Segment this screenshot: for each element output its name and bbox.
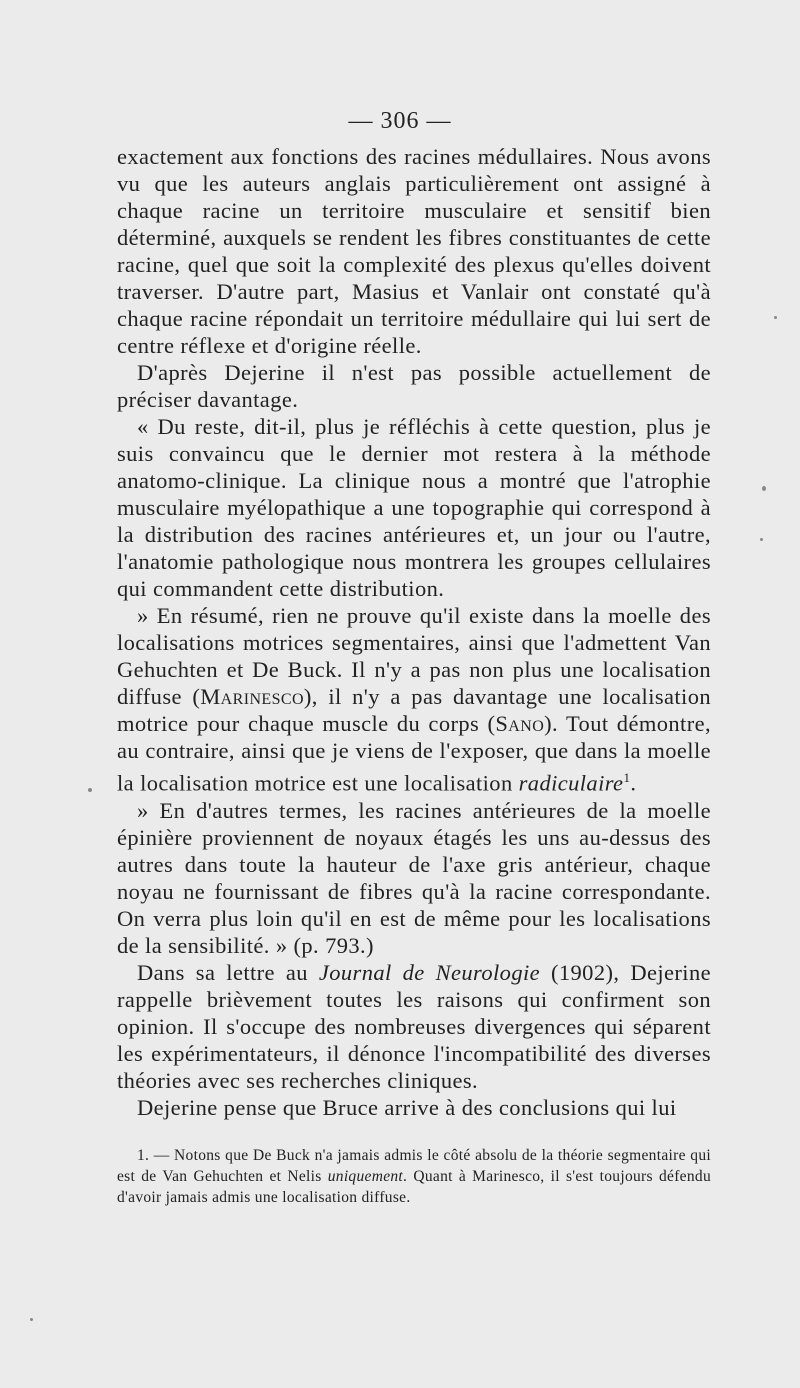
body-text [117,143,711,1121]
author-name-sano: Sano [495,711,545,736]
paragraph-4-part-b: ), il n'y a pas davantage une localisation motrice pour chaque muscle du corps ( [117,684,712,736]
journal-title: Journal de Neurologie [318,959,541,985]
footnote-emphasis: uniquement [327,1168,404,1185]
footnote-text [117,1145,711,1208]
paragraph-2: D'après Dejerine il n'est pas possible actuellement de préciser davantage. [117,360,711,412]
paper-speck [88,788,92,792]
paragraph-4-part-c: ). Tout démontre, au contraire, ainsi que je viens de l'exposer, que dans la moelle la localisation motrice est une localisation [117,711,711,796]
paper-speck [762,486,766,491]
paragraph-7: Dejerine pense que Bruce arrive à des conclusions qui lui [137,1094,677,1120]
author-name-marinesco: Marinesco [200,684,304,709]
paragraph-4-end: . [630,770,637,796]
footnote-reference: 1 [623,770,631,785]
page-number: — 306 — [348,108,452,134]
paragraph-3: « Du reste, dit-il, plus je réfléchis à cette question, plus je suis convaincu que le dernier mot restera à la méthode anatomo-clinique. La clinique nous a montré que l'atrophie musculaire myélopathique a une topographie qui correspond à la distribution des racines antérieures et, un jour ou l'autre, l'anatomie pathologique nous montrera les groupes cellulaires qui commandent cette distribution. [117,414,711,601]
paragraph-6-part-a: Dans sa lettre au [137,959,319,985]
emphasis-radiculaire: radiculaire [518,770,624,796]
paper-speck [30,1318,33,1321]
paragraph-6-part-b: (1902), Dejerine rappelle brièvement toutes les raisons qui confirment son opinion. Il s'occupe des nombreuses divergences qui séparent les expérimentateurs, il dénonce l'incompatibilité des diverses théories avec ses recherches cliniques. [117,959,711,1093]
paper-speck [774,316,777,319]
footnote-part-a: 1. — Notons que De Buck n'a jamais admis le côté absolu de la théorie segmentaire qui est de Van Gehuchten et Nelis [117,1147,711,1185]
paragraph-4-part-a: » En résumé, rien ne prouve qu'il existe dans la moelle des localisations motrices segmentaires, ainsi que l'admettent Van Gehuchten et De Buck. Il n'y a pas non plus une localisation diffuse ( [117,603,711,709]
paragraph-4 [117,602,711,797]
footnote-part-b: . Quant à Marinesco, il s'est toujours défendu d'avoir jamais admis une localisation diffuse. [117,1168,711,1206]
footnote [117,1145,711,1208]
paragraph-6 [117,959,711,1094]
paragraph-1: exactement aux fonctions des racines médullaires. Nous avons vu que les auteurs anglais particulièrement ont assigné à chaque racine un territoire musculaire et sensitif bien déterminé, auxquels se rendent les fibres constituantes de cette racine, quel que soit la complexité des plexus qu'elles doivent traverser. D'autre part, Masius et Vanlair ont constaté qu'à chaque racine répondait un territoire médullaire qui lui sert de centre réflexe et d'origine réelle. [117,144,711,358]
paragraph-5: » En d'autres termes, les racines antérieures de la moelle épinière proviennent de noyaux étagés les uns au-dessus des autres dans toute la hauteur de l'axe gris antérieur, chaque noyau ne fournissant de fibres qu'à la racine correspondante. On verra plus loin qu'il en est de même pour les localisations de la sensibilité. » (p. 793.) [117,797,711,958]
paper-speck [760,538,763,541]
